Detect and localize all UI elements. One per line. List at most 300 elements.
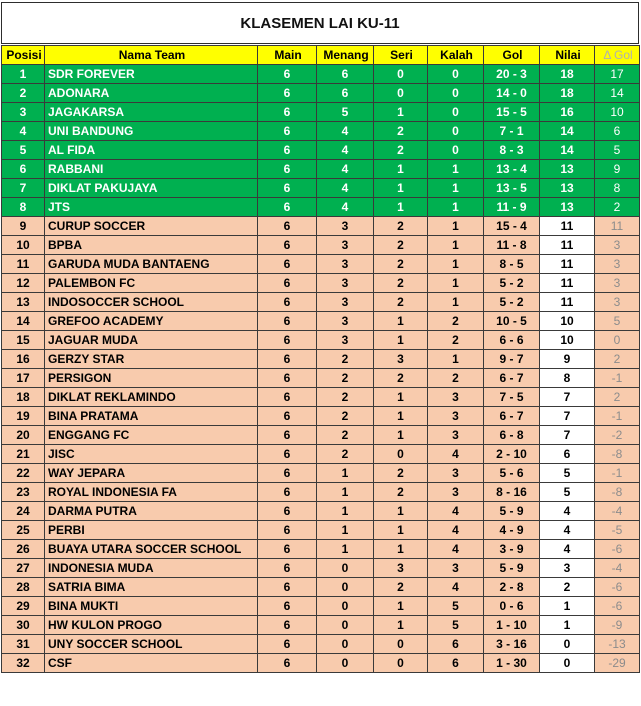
- position-cell: 18: [2, 388, 45, 407]
- position-cell: 31: [2, 635, 45, 654]
- position-cell: 7: [2, 179, 45, 198]
- goal-diff-cell: 10: [595, 103, 640, 122]
- team-name-cell: CSF: [45, 654, 258, 673]
- losses-cell: 4: [428, 445, 484, 464]
- played-cell: 6: [258, 255, 317, 274]
- played-cell: 6: [258, 407, 317, 426]
- losses-cell: 4: [428, 540, 484, 559]
- wins-cell: 0: [317, 654, 374, 673]
- losses-cell: 3: [428, 559, 484, 578]
- draws-cell: 2: [374, 274, 428, 293]
- team-name-cell: GARUDA MUDA BANTAENG: [45, 255, 258, 274]
- table-row: [2, 578, 640, 597]
- points-cell: 1: [540, 597, 595, 616]
- played-cell: 6: [258, 312, 317, 331]
- team-name-cell: PERSIGON: [45, 369, 258, 388]
- goal-diff-cell: 3: [595, 236, 640, 255]
- losses-cell: 2: [428, 331, 484, 350]
- goals-cell: 5 - 6: [484, 464, 540, 483]
- losses-cell: 3: [428, 426, 484, 445]
- draws-cell: 1: [374, 540, 428, 559]
- draws-cell: 2: [374, 255, 428, 274]
- wins-cell: 0: [317, 597, 374, 616]
- points-cell: 13: [540, 160, 595, 179]
- draws-cell: 0: [374, 84, 428, 103]
- goals-cell: 11 - 9: [484, 198, 540, 217]
- played-cell: 6: [258, 502, 317, 521]
- played-cell: 6: [258, 122, 317, 141]
- goals-cell: 13 - 4: [484, 160, 540, 179]
- header-main: Main: [258, 46, 317, 65]
- played-cell: 6: [258, 540, 317, 559]
- played-cell: 6: [258, 578, 317, 597]
- losses-cell: 2: [428, 369, 484, 388]
- wins-cell: 2: [317, 426, 374, 445]
- points-cell: 14: [540, 122, 595, 141]
- position-cell: 12: [2, 274, 45, 293]
- header-menang: Menang: [317, 46, 374, 65]
- position-cell: 4: [2, 122, 45, 141]
- wins-cell: 1: [317, 540, 374, 559]
- goals-cell: 11 - 8: [484, 236, 540, 255]
- wins-cell: 3: [317, 236, 374, 255]
- table-row: [2, 179, 640, 198]
- draws-cell: 2: [374, 293, 428, 312]
- table-row: [2, 502, 640, 521]
- wins-cell: 0: [317, 578, 374, 597]
- wins-cell: 4: [317, 179, 374, 198]
- position-cell: 17: [2, 369, 45, 388]
- position-cell: 22: [2, 464, 45, 483]
- draws-cell: 2: [374, 217, 428, 236]
- played-cell: 6: [258, 559, 317, 578]
- points-cell: 9: [540, 350, 595, 369]
- goal-diff-cell: -8: [595, 483, 640, 502]
- table-row: [2, 445, 640, 464]
- draws-cell: 0: [374, 445, 428, 464]
- goals-cell: 15 - 4: [484, 217, 540, 236]
- draws-cell: 2: [374, 464, 428, 483]
- goals-cell: 5 - 2: [484, 293, 540, 312]
- team-name-cell: DIKLAT REKLAMINDO: [45, 388, 258, 407]
- goals-cell: 5 - 9: [484, 502, 540, 521]
- points-cell: 4: [540, 540, 595, 559]
- points-cell: 6: [540, 445, 595, 464]
- losses-cell: 5: [428, 597, 484, 616]
- goals-cell: 5 - 2: [484, 274, 540, 293]
- goal-diff-cell: -1: [595, 407, 640, 426]
- played-cell: 6: [258, 426, 317, 445]
- goal-diff-cell: 3: [595, 255, 640, 274]
- wins-cell: 2: [317, 445, 374, 464]
- table-row: [2, 312, 640, 331]
- points-cell: 0: [540, 635, 595, 654]
- wins-cell: 0: [317, 616, 374, 635]
- position-cell: 15: [2, 331, 45, 350]
- wins-cell: 2: [317, 407, 374, 426]
- team-name-cell: SDR FOREVER: [45, 65, 258, 84]
- team-name-cell: SATRIA BIMA: [45, 578, 258, 597]
- goal-diff-cell: -4: [595, 502, 640, 521]
- points-cell: 16: [540, 103, 595, 122]
- team-name-cell: ENGGANG FC: [45, 426, 258, 445]
- losses-cell: 6: [428, 635, 484, 654]
- team-name-cell: GREFOO ACADEMY: [45, 312, 258, 331]
- points-cell: 7: [540, 426, 595, 445]
- losses-cell: 6: [428, 654, 484, 673]
- played-cell: 6: [258, 84, 317, 103]
- goal-diff-cell: 0: [595, 331, 640, 350]
- goal-diff-cell: -6: [595, 540, 640, 559]
- points-cell: 11: [540, 255, 595, 274]
- wins-cell: 0: [317, 635, 374, 654]
- draws-cell: 2: [374, 236, 428, 255]
- losses-cell: 4: [428, 521, 484, 540]
- table-row: [2, 160, 640, 179]
- points-cell: 1: [540, 616, 595, 635]
- table-row: [2, 654, 640, 673]
- position-cell: 16: [2, 350, 45, 369]
- losses-cell: 1: [428, 255, 484, 274]
- points-cell: 18: [540, 84, 595, 103]
- goal-diff-cell: 2: [595, 350, 640, 369]
- team-name-cell: DARMA PUTRA: [45, 502, 258, 521]
- goal-diff-cell: -1: [595, 464, 640, 483]
- table-row: [2, 597, 640, 616]
- played-cell: 6: [258, 350, 317, 369]
- team-name-cell: PERBI: [45, 521, 258, 540]
- position-cell: 2: [2, 84, 45, 103]
- draws-cell: 2: [374, 141, 428, 160]
- goals-cell: 8 - 5: [484, 255, 540, 274]
- table-row: [2, 616, 640, 635]
- losses-cell: 2: [428, 312, 484, 331]
- wins-cell: 3: [317, 331, 374, 350]
- team-name-cell: HW KULON PROGO: [45, 616, 258, 635]
- losses-cell: 1: [428, 160, 484, 179]
- goals-cell: 13 - 5: [484, 179, 540, 198]
- wins-cell: 1: [317, 483, 374, 502]
- draws-cell: 1: [374, 160, 428, 179]
- table-row: [2, 331, 640, 350]
- team-name-cell: UNI BANDUNG: [45, 122, 258, 141]
- goals-cell: 6 - 7: [484, 407, 540, 426]
- table-row: [2, 483, 640, 502]
- points-cell: 11: [540, 293, 595, 312]
- goal-diff-cell: 11: [595, 217, 640, 236]
- table-row: [2, 540, 640, 559]
- table-row: [2, 84, 640, 103]
- table-row: [2, 141, 640, 160]
- header-nilai: Nilai: [540, 46, 595, 65]
- table-row: [2, 388, 640, 407]
- losses-cell: 3: [428, 464, 484, 483]
- losses-cell: 3: [428, 483, 484, 502]
- position-cell: 27: [2, 559, 45, 578]
- points-cell: 11: [540, 236, 595, 255]
- team-name-cell: BINA MUKTI: [45, 597, 258, 616]
- goals-cell: 4 - 9: [484, 521, 540, 540]
- played-cell: 6: [258, 236, 317, 255]
- draws-cell: 2: [374, 369, 428, 388]
- goal-diff-cell: 5: [595, 141, 640, 160]
- goals-cell: 10 - 5: [484, 312, 540, 331]
- played-cell: 6: [258, 464, 317, 483]
- page-title: KLASEMEN LAI KU-11: [1, 2, 639, 44]
- played-cell: 6: [258, 160, 317, 179]
- played-cell: 6: [258, 635, 317, 654]
- points-cell: 11: [540, 274, 595, 293]
- losses-cell: 1: [428, 198, 484, 217]
- table-row: [2, 255, 640, 274]
- draws-cell: 0: [374, 654, 428, 673]
- draws-cell: 1: [374, 198, 428, 217]
- draws-cell: 3: [374, 350, 428, 369]
- goals-cell: 9 - 7: [484, 350, 540, 369]
- goals-cell: 7 - 5: [484, 388, 540, 407]
- points-cell: 13: [540, 179, 595, 198]
- position-cell: 10: [2, 236, 45, 255]
- wins-cell: 5: [317, 103, 374, 122]
- header-nama-team: Nama Team: [45, 46, 258, 65]
- draws-cell: 2: [374, 483, 428, 502]
- position-cell: 32: [2, 654, 45, 673]
- position-cell: 6: [2, 160, 45, 179]
- team-name-cell: ADONARA: [45, 84, 258, 103]
- header-seri: Seri: [374, 46, 428, 65]
- wins-cell: 2: [317, 350, 374, 369]
- team-name-cell: INDOSOCCER SCHOOL: [45, 293, 258, 312]
- header-posisi: Posisi: [2, 46, 45, 65]
- goals-cell: 6 - 6: [484, 331, 540, 350]
- wins-cell: 4: [317, 160, 374, 179]
- wins-cell: 3: [317, 293, 374, 312]
- draws-cell: 1: [374, 521, 428, 540]
- played-cell: 6: [258, 654, 317, 673]
- team-name-cell: UNY SOCCER SCHOOL: [45, 635, 258, 654]
- draws-cell: 1: [374, 331, 428, 350]
- draws-cell: 1: [374, 616, 428, 635]
- position-cell: 9: [2, 217, 45, 236]
- points-cell: 7: [540, 407, 595, 426]
- header-gol: Gol: [484, 46, 540, 65]
- goals-cell: 5 - 9: [484, 559, 540, 578]
- played-cell: 6: [258, 293, 317, 312]
- goal-diff-cell: -1: [595, 369, 640, 388]
- goal-diff-cell: -2: [595, 426, 640, 445]
- played-cell: 6: [258, 521, 317, 540]
- played-cell: 6: [258, 103, 317, 122]
- played-cell: 6: [258, 217, 317, 236]
- wins-cell: 1: [317, 521, 374, 540]
- played-cell: 6: [258, 331, 317, 350]
- table-row: [2, 521, 640, 540]
- losses-cell: 3: [428, 407, 484, 426]
- points-cell: 14: [540, 141, 595, 160]
- wins-cell: 6: [317, 84, 374, 103]
- team-name-cell: JAGUAR MUDA: [45, 331, 258, 350]
- goals-cell: 8 - 16: [484, 483, 540, 502]
- position-cell: 20: [2, 426, 45, 445]
- table-row: [2, 198, 640, 217]
- table-row: [2, 350, 640, 369]
- position-cell: 29: [2, 597, 45, 616]
- position-cell: 13: [2, 293, 45, 312]
- played-cell: 6: [258, 198, 317, 217]
- team-name-cell: GERZY STAR: [45, 350, 258, 369]
- points-cell: 0: [540, 654, 595, 673]
- draws-cell: 0: [374, 65, 428, 84]
- losses-cell: 1: [428, 236, 484, 255]
- played-cell: 6: [258, 141, 317, 160]
- losses-cell: 0: [428, 103, 484, 122]
- goal-diff-cell: 2: [595, 198, 640, 217]
- goal-diff-cell: 3: [595, 274, 640, 293]
- losses-cell: 1: [428, 179, 484, 198]
- wins-cell: 2: [317, 369, 374, 388]
- wins-cell: 3: [317, 312, 374, 331]
- losses-cell: 1: [428, 293, 484, 312]
- draws-cell: 2: [374, 578, 428, 597]
- goal-diff-cell: -6: [595, 597, 640, 616]
- losses-cell: 1: [428, 274, 484, 293]
- team-name-cell: DIKLAT PAKUJAYA: [45, 179, 258, 198]
- goal-diff-cell: 3: [595, 293, 640, 312]
- position-cell: 24: [2, 502, 45, 521]
- points-cell: 7: [540, 388, 595, 407]
- draws-cell: 1: [374, 407, 428, 426]
- losses-cell: 0: [428, 122, 484, 141]
- draws-cell: 1: [374, 388, 428, 407]
- goal-diff-cell: 6: [595, 122, 640, 141]
- losses-cell: 4: [428, 502, 484, 521]
- wins-cell: 3: [317, 255, 374, 274]
- table-row: [2, 635, 640, 654]
- losses-cell: 0: [428, 65, 484, 84]
- draws-cell: 2: [374, 122, 428, 141]
- table-row: [2, 236, 640, 255]
- draws-cell: 0: [374, 635, 428, 654]
- losses-cell: 3: [428, 388, 484, 407]
- goals-cell: 15 - 5: [484, 103, 540, 122]
- wins-cell: 6: [317, 65, 374, 84]
- played-cell: 6: [258, 388, 317, 407]
- draws-cell: 3: [374, 559, 428, 578]
- played-cell: 6: [258, 369, 317, 388]
- position-cell: 5: [2, 141, 45, 160]
- goal-diff-cell: -5: [595, 521, 640, 540]
- points-cell: 3: [540, 559, 595, 578]
- position-cell: 25: [2, 521, 45, 540]
- goals-cell: 6 - 8: [484, 426, 540, 445]
- team-name-cell: BUAYA UTARA SOCCER SCHOOL: [45, 540, 258, 559]
- draws-cell: 1: [374, 179, 428, 198]
- team-name-cell: INDONESIA MUDA: [45, 559, 258, 578]
- table-row: [2, 217, 640, 236]
- table-row: [2, 407, 640, 426]
- points-cell: 11: [540, 217, 595, 236]
- wins-cell: 1: [317, 464, 374, 483]
- goals-cell: 1 - 10: [484, 616, 540, 635]
- wins-cell: 0: [317, 559, 374, 578]
- losses-cell: 5: [428, 616, 484, 635]
- losses-cell: 0: [428, 141, 484, 160]
- points-cell: 4: [540, 521, 595, 540]
- position-cell: 11: [2, 255, 45, 274]
- team-name-cell: PALEMBON FC: [45, 274, 258, 293]
- goal-diff-cell: -13: [595, 635, 640, 654]
- goals-cell: 3 - 16: [484, 635, 540, 654]
- played-cell: 6: [258, 179, 317, 198]
- goals-cell: 8 - 3: [484, 141, 540, 160]
- goal-diff-cell: 5: [595, 312, 640, 331]
- position-cell: 8: [2, 198, 45, 217]
- played-cell: 6: [258, 65, 317, 84]
- played-cell: 6: [258, 616, 317, 635]
- goal-diff-cell: 14: [595, 84, 640, 103]
- goal-diff-cell: -6: [595, 578, 640, 597]
- goals-cell: 7 - 1: [484, 122, 540, 141]
- goals-cell: 14 - 0: [484, 84, 540, 103]
- team-name-cell: BPBA: [45, 236, 258, 255]
- goal-diff-cell: -9: [595, 616, 640, 635]
- table-row: [2, 274, 640, 293]
- team-name-cell: ROYAL INDONESIA FA: [45, 483, 258, 502]
- draws-cell: 1: [374, 426, 428, 445]
- header-delta-gol: Δ Gol: [595, 46, 640, 65]
- points-cell: 4: [540, 502, 595, 521]
- position-cell: 3: [2, 103, 45, 122]
- goal-diff-cell: 2: [595, 388, 640, 407]
- wins-cell: 4: [317, 141, 374, 160]
- losses-cell: 1: [428, 217, 484, 236]
- position-cell: 19: [2, 407, 45, 426]
- table-row: [2, 369, 640, 388]
- points-cell: 10: [540, 331, 595, 350]
- draws-cell: 1: [374, 103, 428, 122]
- team-name-cell: RABBANI: [45, 160, 258, 179]
- header-kalah: Kalah: [428, 46, 484, 65]
- team-name-cell: CURUP SOCCER: [45, 217, 258, 236]
- team-name-cell: JTS: [45, 198, 258, 217]
- wins-cell: 3: [317, 274, 374, 293]
- wins-cell: 1: [317, 502, 374, 521]
- team-name-cell: BINA PRATAMA: [45, 407, 258, 426]
- points-cell: 8: [540, 369, 595, 388]
- standings-table: [1, 45, 640, 673]
- position-cell: 23: [2, 483, 45, 502]
- points-cell: 18: [540, 65, 595, 84]
- position-cell: 14: [2, 312, 45, 331]
- wins-cell: 2: [317, 388, 374, 407]
- team-name-cell: JISC: [45, 445, 258, 464]
- position-cell: 1: [2, 65, 45, 84]
- goals-cell: 20 - 3: [484, 65, 540, 84]
- goals-cell: 3 - 9: [484, 540, 540, 559]
- wins-cell: 4: [317, 198, 374, 217]
- goal-diff-cell: 9: [595, 160, 640, 179]
- position-cell: 30: [2, 616, 45, 635]
- goals-cell: 1 - 30: [484, 654, 540, 673]
- points-cell: 5: [540, 464, 595, 483]
- team-name-cell: WAY JEPARA: [45, 464, 258, 483]
- team-name-cell: AL FIDA: [45, 141, 258, 160]
- played-cell: 6: [258, 483, 317, 502]
- played-cell: 6: [258, 445, 317, 464]
- table-row: [2, 122, 640, 141]
- played-cell: 6: [258, 597, 317, 616]
- table-row: [2, 559, 640, 578]
